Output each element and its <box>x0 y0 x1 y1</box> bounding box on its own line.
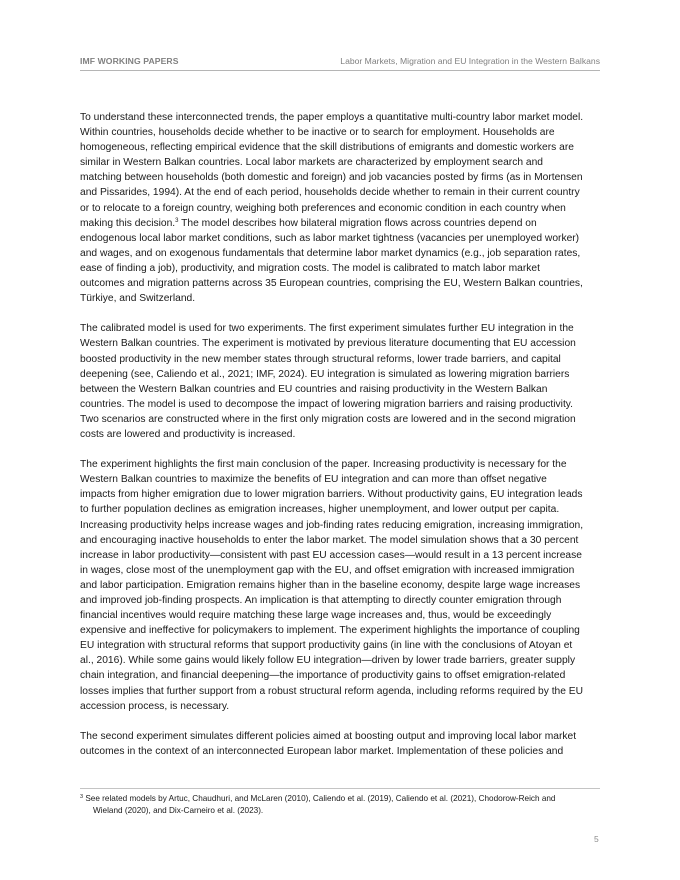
text-line: The second experiment simulates different policies aimed at boosting output and improving local labor market <box>80 730 577 742</box>
footnote-line: Wieland (2020), and Dix-Carneiro et al. (2023). <box>93 805 264 815</box>
paper-title: Labor Markets, Migration and EU Integration in the Western Balkans <box>340 56 600 66</box>
footnote-line <box>80 793 605 805</box>
text-line: Western Balkan countries to maximize the benefits of EU integration and can more than offset negative <box>80 474 547 486</box>
text-line: similar in Western Balkan countries. Local labor markets are characterized by employment search and <box>80 157 543 169</box>
text-line: accession process, is necessary. <box>80 700 230 712</box>
text-segment: The model describes how bilateral migration flows across countries depend on <box>178 217 537 229</box>
text-line: The calibrated model is used for two experiments. The first experiment simulates further EU integration in the <box>80 323 574 335</box>
text-line: Türkiye, and Switzerland. <box>80 293 196 305</box>
paragraph-4 <box>80 729 605 759</box>
text-line: matching between households (both domestic and foreign) and job vacancies posted by firms (as in Mortensen <box>80 172 583 184</box>
text-line: countries. The model is used to decompose the impact of lowering migration barriers and raising productivity. <box>80 398 574 410</box>
footnote-divider <box>80 788 600 789</box>
text-segment: making this decision. <box>80 217 176 229</box>
text-line: and encouraging inactive households to enter the labor market. The model simulation shows that a 30 percent <box>80 534 579 546</box>
page-number: 5 <box>594 834 599 844</box>
text-line: outcomes in the context of an interconnected European labor market. Implementation of these policies and <box>80 745 564 757</box>
body-text <box>80 110 605 774</box>
text-line: ease of finding a job), productivity, and migration costs. The model is calibrated to match labor market <box>80 262 540 274</box>
text-line: and Pissarides, 1994). At the end of each period, households decide whether to remain in their current country <box>80 187 580 199</box>
text-line: endogenous local labor market conditions, such as labor market tightness (vacancies per unemployed worker) <box>80 232 580 244</box>
text-line: deepening (see, Caliendo et al., 2021; IMF, 2024). EU integration is simulated as lowering migration barriers <box>80 368 570 380</box>
running-header <box>80 54 600 71</box>
text-line: outcomes and migration patterns across 35 European countries, comprising the EU, Western Balkan countries, <box>80 278 583 290</box>
footnote-3 <box>80 793 605 816</box>
text-line <box>80 216 605 231</box>
text-line: Two scenarios are constructed where in the first only migration costs are lowered and in the second migration <box>80 413 576 425</box>
text-line: Western Balkan countries. The experiment is motivated by previous literature documenting that EU accession <box>80 338 576 350</box>
text-line: Increasing productivity helps increase wages and job-finding rates reducing emigration, increasing immigration, <box>80 519 584 531</box>
text-line: expensive and ineffective for policymakers to implement. The experiment highlights the importance of coupling <box>80 625 580 637</box>
text-line: increase in labor productivity—consistent with past EU accession cases—would result in a 13 percent increase <box>80 549 582 561</box>
footnote-marker: 3 <box>80 794 84 800</box>
paragraph-2 <box>80 321 605 442</box>
text-line: The experiment highlights the first main conclusion of the paper. Increasing productivity is necessary for the <box>80 459 567 471</box>
text-line: chain integration, and financial deepening—the importance of productivity gains to offset emigration-related <box>80 670 566 682</box>
paragraph-3 <box>80 457 605 714</box>
text-line: boosted productivity in the new member states through structural reforms, lower trade barriers, and capital <box>80 353 561 365</box>
text-line: losses implies that further support from a robust structural reform agenda, including reforms required by the EU <box>80 685 584 697</box>
paragraph-1 <box>80 110 605 306</box>
text-line: between the Western Balkan countries and EU countries and raising productivity in the Western Balkan <box>80 383 548 395</box>
text-line: To understand these interconnected trends, the paper employs a quantitative multi-country labor market model. <box>80 112 584 123</box>
footnote-text: See related models by Artuc, Chaudhuri, and McLaren (2010), Caliendo et al. (2019), Caliendo et al. (2021), Chodorow-Reich and <box>83 794 556 803</box>
text-line: Within countries, households decide whether to be inactive or to search for employment. Households are <box>80 127 555 139</box>
text-line: al., 2016). While some gains would likely follow EU integration—driven by lower trade barriers, greater supply <box>80 655 576 667</box>
text-line: impacts from higher emigration due to lower migration barriers. Without productivity gains, EU integration leads <box>80 489 583 501</box>
footnote-reference[interactable]: 3 <box>175 217 179 224</box>
text-line: financial incentives would require matching these large wage increases and, thus, would be exceedingly <box>80 610 552 622</box>
text-line: and labor participation. Emigration remains higher than in the baseline economy, despite large wage increases <box>80 579 581 591</box>
text-line: in wages, close most of the unemployment gap with the EU, and offset emigration with increased immigration <box>80 564 575 576</box>
text-line: costs are lowered and productivity is increased. <box>80 428 296 440</box>
text-line: homogeneous, reflecting empirical evidence that the skill distributions of emigrants and domestic workers are <box>80 142 574 154</box>
text-line: to further population declines as emigration increases, higher unemployment, and lower output per capita. <box>80 504 560 516</box>
text-line: and improved job-finding prospects. An implication is that attempting to directly counter emigration through <box>80 595 562 606</box>
text-line: and wages, and on exogenous fundamentals that determine labor market dynamics (e.g., job separation rates, <box>80 247 581 259</box>
series-title: IMF WORKING PAPERS <box>80 56 179 66</box>
text-line: or to relocate to a foreign country, weighing both preferences and economic condition in each country when <box>80 202 566 214</box>
text-line: EU integration with structural reforms that support productivity gains (in line with the conclusions of Atoyan et <box>80 640 573 652</box>
